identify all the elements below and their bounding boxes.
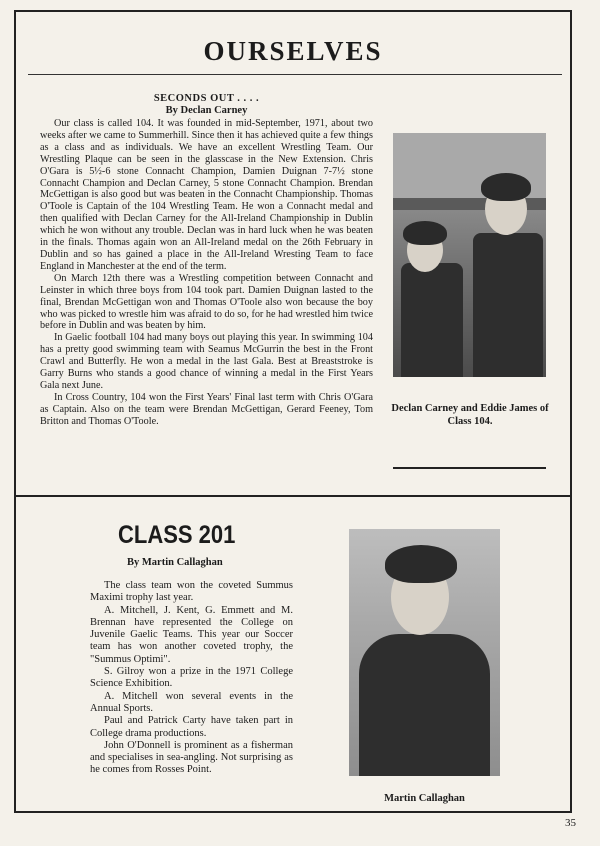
caption-rule <box>393 467 546 469</box>
article-byline: By Declan Carney <box>165 105 248 116</box>
photo-caption: Declan Carney and Eddie James of Class 104. <box>391 403 549 427</box>
article-heading: SECONDS OUT . . . . <box>153 93 260 104</box>
right-boy-body <box>473 233 543 377</box>
photo-caption: Martin Callaghan <box>384 793 465 804</box>
article-paragraph: A. Mitchell, J. Kent, G. Emmett and M. Brennan have represented the College on Juvenile Gaelic Teams. This year our Soccer team has won another coveted trophy, the "Summus Optimi". <box>90 604 293 665</box>
top-rule <box>28 74 562 75</box>
page-number: 35 <box>565 817 576 829</box>
photo-two-boys <box>393 133 546 377</box>
article-paragraph: The class team won the coveted Summus Maximi trophy last year. <box>90 580 293 604</box>
article-paragraph: In Gaelic football 104 had many boys out playing this year. In swimming 104 has a pretty good swimming team with Seamus McGurrin the best in the Front Crawl and Butterfly. He won a medal in the last Gala. Best at Breaststroke is Garry Burns who stands a good chance of winning a medal in the First Years Gala next June. <box>40 332 373 391</box>
article-byline: By Martin Callaghan <box>127 557 223 568</box>
article-paragraph: John O'Donnell is prominent as a fisherman and specialises in sea-angling. Not surprising as he comes from Rosses Point. <box>90 739 293 776</box>
right-boy-hair <box>481 173 531 201</box>
article-paragraph: Our class is called 104. It was founded in mid-September, 1971, about two weeks after we came to Summerhill. Since then it has achieved quite a few things as a class and as individuals. We have an excellent Wrestling Team. Our Wrestling Plaque can be seen in the glasscase in the New Extension. Chris O'Gara is 5½-6 stone Connacht Champion, Damien Duignan 7-7½ stone Connacht Champion and Declan Carney, 5 stone Connacht Champion. Brendan McGettigan is also good but was beaten in the Connacht Championship. Thomas O'Toole is Captain of the 104 Wrestling Team. He won a Connacht medal and then qualified with Declan Carney for the All-Ireland Championship in Dublin which he won without any trouble. Declan was in hard luck when he was beaten in the finals. Thomas again won an All-Ireland medal on the 26th February in Dublin and so has gained a place in the All-Ireland Wresting Team to face England in Manchester at the end of the term. <box>40 118 373 272</box>
photo-martin-callaghan <box>349 529 500 776</box>
article-seconds-out <box>40 93 373 428</box>
article-paragraph: In Cross Country, 104 won the First Years' Final last term with Chris O'Gara as Captain. Also on the team were Brendan McGettigan, Gerard Feeney, Tom Britton and Thomas O'Toole. <box>40 391 373 427</box>
left-boy-hair <box>403 221 447 245</box>
article-paragraph: On March 12th there was a Wrestling competition between Connacht and Leinster in which three boys from 104 took part. Damien Duignan lasted to the final, Brendan McGettigan won and Thomas O'Toole also won because the boy who was picked to wrestle him was afraid to do so, for he had wrestled him twice before in Dublin and was beaten by him. <box>40 272 373 332</box>
boy-hair <box>385 545 457 583</box>
article-paragraph: S. Gilroy won a prize in the 1971 College Science Exhibition. <box>90 666 293 690</box>
boy-body <box>359 634 490 776</box>
section-divider <box>16 495 570 497</box>
article-heading: CLASS 201 <box>118 520 236 549</box>
article-paragraph: Paul and Patrick Carty have taken part in College drama productions. <box>90 715 293 739</box>
article-paragraph: A. Mitchell won several events in the Annual Sports. <box>90 690 293 714</box>
left-boy-body <box>401 263 463 377</box>
article-class-201 <box>90 580 293 777</box>
page-banner: OURSELVES <box>203 36 383 66</box>
